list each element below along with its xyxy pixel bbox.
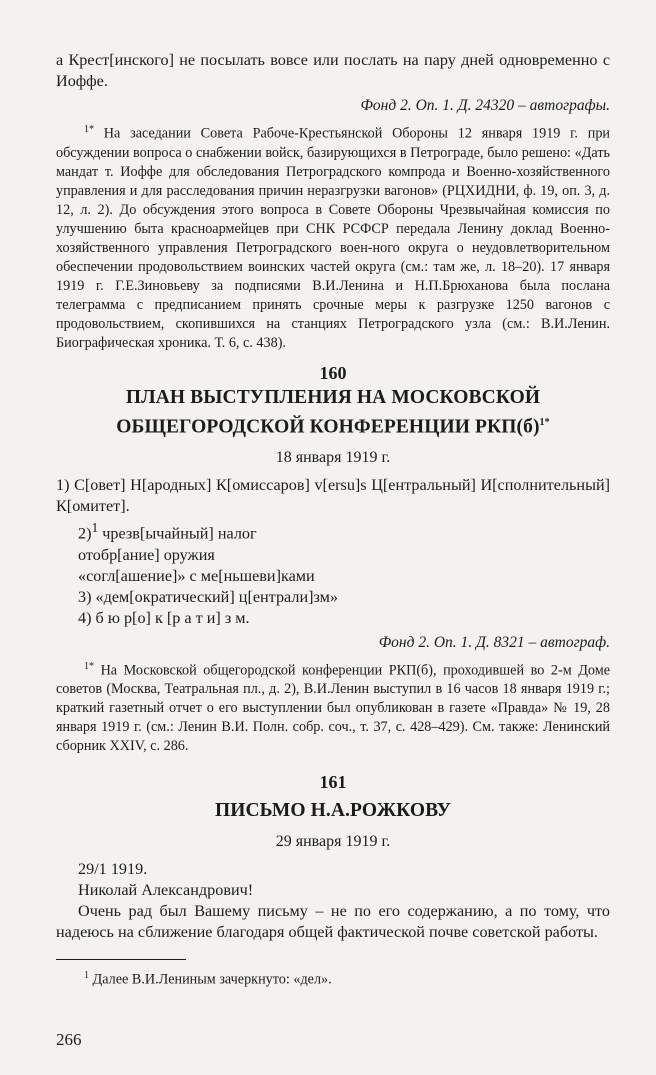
top-source: Фонд 2. Оп. 1. Д. 24320 – автографы. xyxy=(360,97,610,114)
doc-161-number: 161 xyxy=(319,772,347,793)
doc-161-title: ПИСЬМО Н.А.РОЖКОВУ xyxy=(214,800,452,822)
plan-line-3: отобр[ание] оружия xyxy=(78,545,215,564)
plan-line-5: 3) «дем[ократический] ц[ентрали]зм» xyxy=(78,587,339,606)
plan-line-2 xyxy=(56,517,610,544)
top-text: а Крест[инского] не посылать вовсе или послать на пару дней одновременно с Иоффе. xyxy=(56,51,610,90)
footnote-1-text: На заседании Совета Рабоче-Крестьянской Обороны 12 января 1919 г. при обсуждении вопроса о снабжении войск, базирующихся в Петрограде, было решено: «Дать мандат т. Иоффе для обследования Петроградского компрода и Военно-хозяйственного управления и для расследования причин неразгрузки вагонов» (РЦХИДНИ, ф. 19, оп. 3, д. 12, л. 2). До обсуждения этого вопроса в Совете Обороны Чрезвычайная комиссия по улучшению быта красноармейцев при СНК РСФСР передала Ленину доклад Военно-хозяйственного управления Петроградского воен-ного округа о неудовлетворительном обеспечении продовольствием воинских частей округа (см.: там же, л. 18–20). 17 января 1919 г. Г.Е.Зиновьеву за подписями В.И.Ленина и Н.П.Брюханова была послана телеграмма с предписанием принять срочные меры к разгрузке 1250 вагонов с продовольствием, скопившихся на станциях Петроградского узла (см.: В.И.Ленин. Биографическая хроника. Т. 6, с. 438). xyxy=(56,125,611,351)
doc-160-title-line2: ОБЩЕГОРОДСКОЙ КОНФЕРЕНЦИИ РКП(б) xyxy=(116,416,540,438)
page-content xyxy=(56,50,610,990)
footnote-1 xyxy=(56,120,610,353)
plan-line-6: 4) б ю р[о] к [р а т и] з м. xyxy=(78,608,250,627)
doc-160-footnote-text: На Московской общегородской конференции РКП(б), проходившей во 2-м Доме советов (Москва, Театральная пл., д. 2), В.И.Ленин выступил в 16 часов 18 января 1919 г.; краткий газетный отчет о его выступлении был опубликован в газете «Правда» № 19, 28 января 1919 г. (см.: Ленин В.И. Полн. собр. соч., т. 37, с. 428–429). См. также: Ленинский сборник XXIV, с. 286. xyxy=(56,662,611,755)
doc-160-title xyxy=(56,385,610,440)
letter-date-line: 29/1 1919. xyxy=(78,860,148,879)
doc-160-title-line1: ПЛАН ВЫСТУПЛЕНИЯ НА МОСКОВСКОЙ xyxy=(125,386,541,408)
doc-160-number: 160 xyxy=(319,362,347,383)
doc-160-footnote-marker: 1* xyxy=(84,660,94,672)
bottom-footnote-text: Далее В.И.Лениным зачеркнуто: «дел». xyxy=(92,972,332,989)
letter-salutation: Николай Александрович! xyxy=(78,881,254,900)
doc-160-date: 18 января 1919 г. xyxy=(275,449,391,467)
plan-line-1: 1) С[овет] Н[ародных] К[омиссаров] v[ersu]s Ц[ентральный] И[сполнительный] К[омитет]. xyxy=(56,476,610,516)
plan-line-2-marker: 1 xyxy=(91,520,99,536)
letter-paragraph: Очень рад был Вашему письму – не по его содержанию, а по тому, что надеюсь на сближение благодаря общей фактической почве советской работы. xyxy=(56,902,610,942)
doc-160-source: Фонд 2. Оп. 1. Д. 8321 – автограф. xyxy=(378,633,610,651)
plan-line-2-text: чрезв[ычайный] налог xyxy=(102,524,257,543)
doc-160-footnote xyxy=(56,657,610,757)
plan-line-2-num: 2) xyxy=(78,524,92,543)
footnote-1-marker: 1* xyxy=(84,124,94,135)
page-number: 266 xyxy=(56,1030,82,1049)
footnote-rule xyxy=(56,959,186,960)
bottom-footnote-marker: 1 xyxy=(84,970,89,982)
bottom-footnote xyxy=(56,966,610,990)
doc-161-date: 29 января 1919 г. xyxy=(275,833,391,851)
plan-line-4: «согл[ашение]» с ме[ньшеви]ками xyxy=(78,566,315,585)
doc-160-title-marker: 1* xyxy=(539,416,550,428)
